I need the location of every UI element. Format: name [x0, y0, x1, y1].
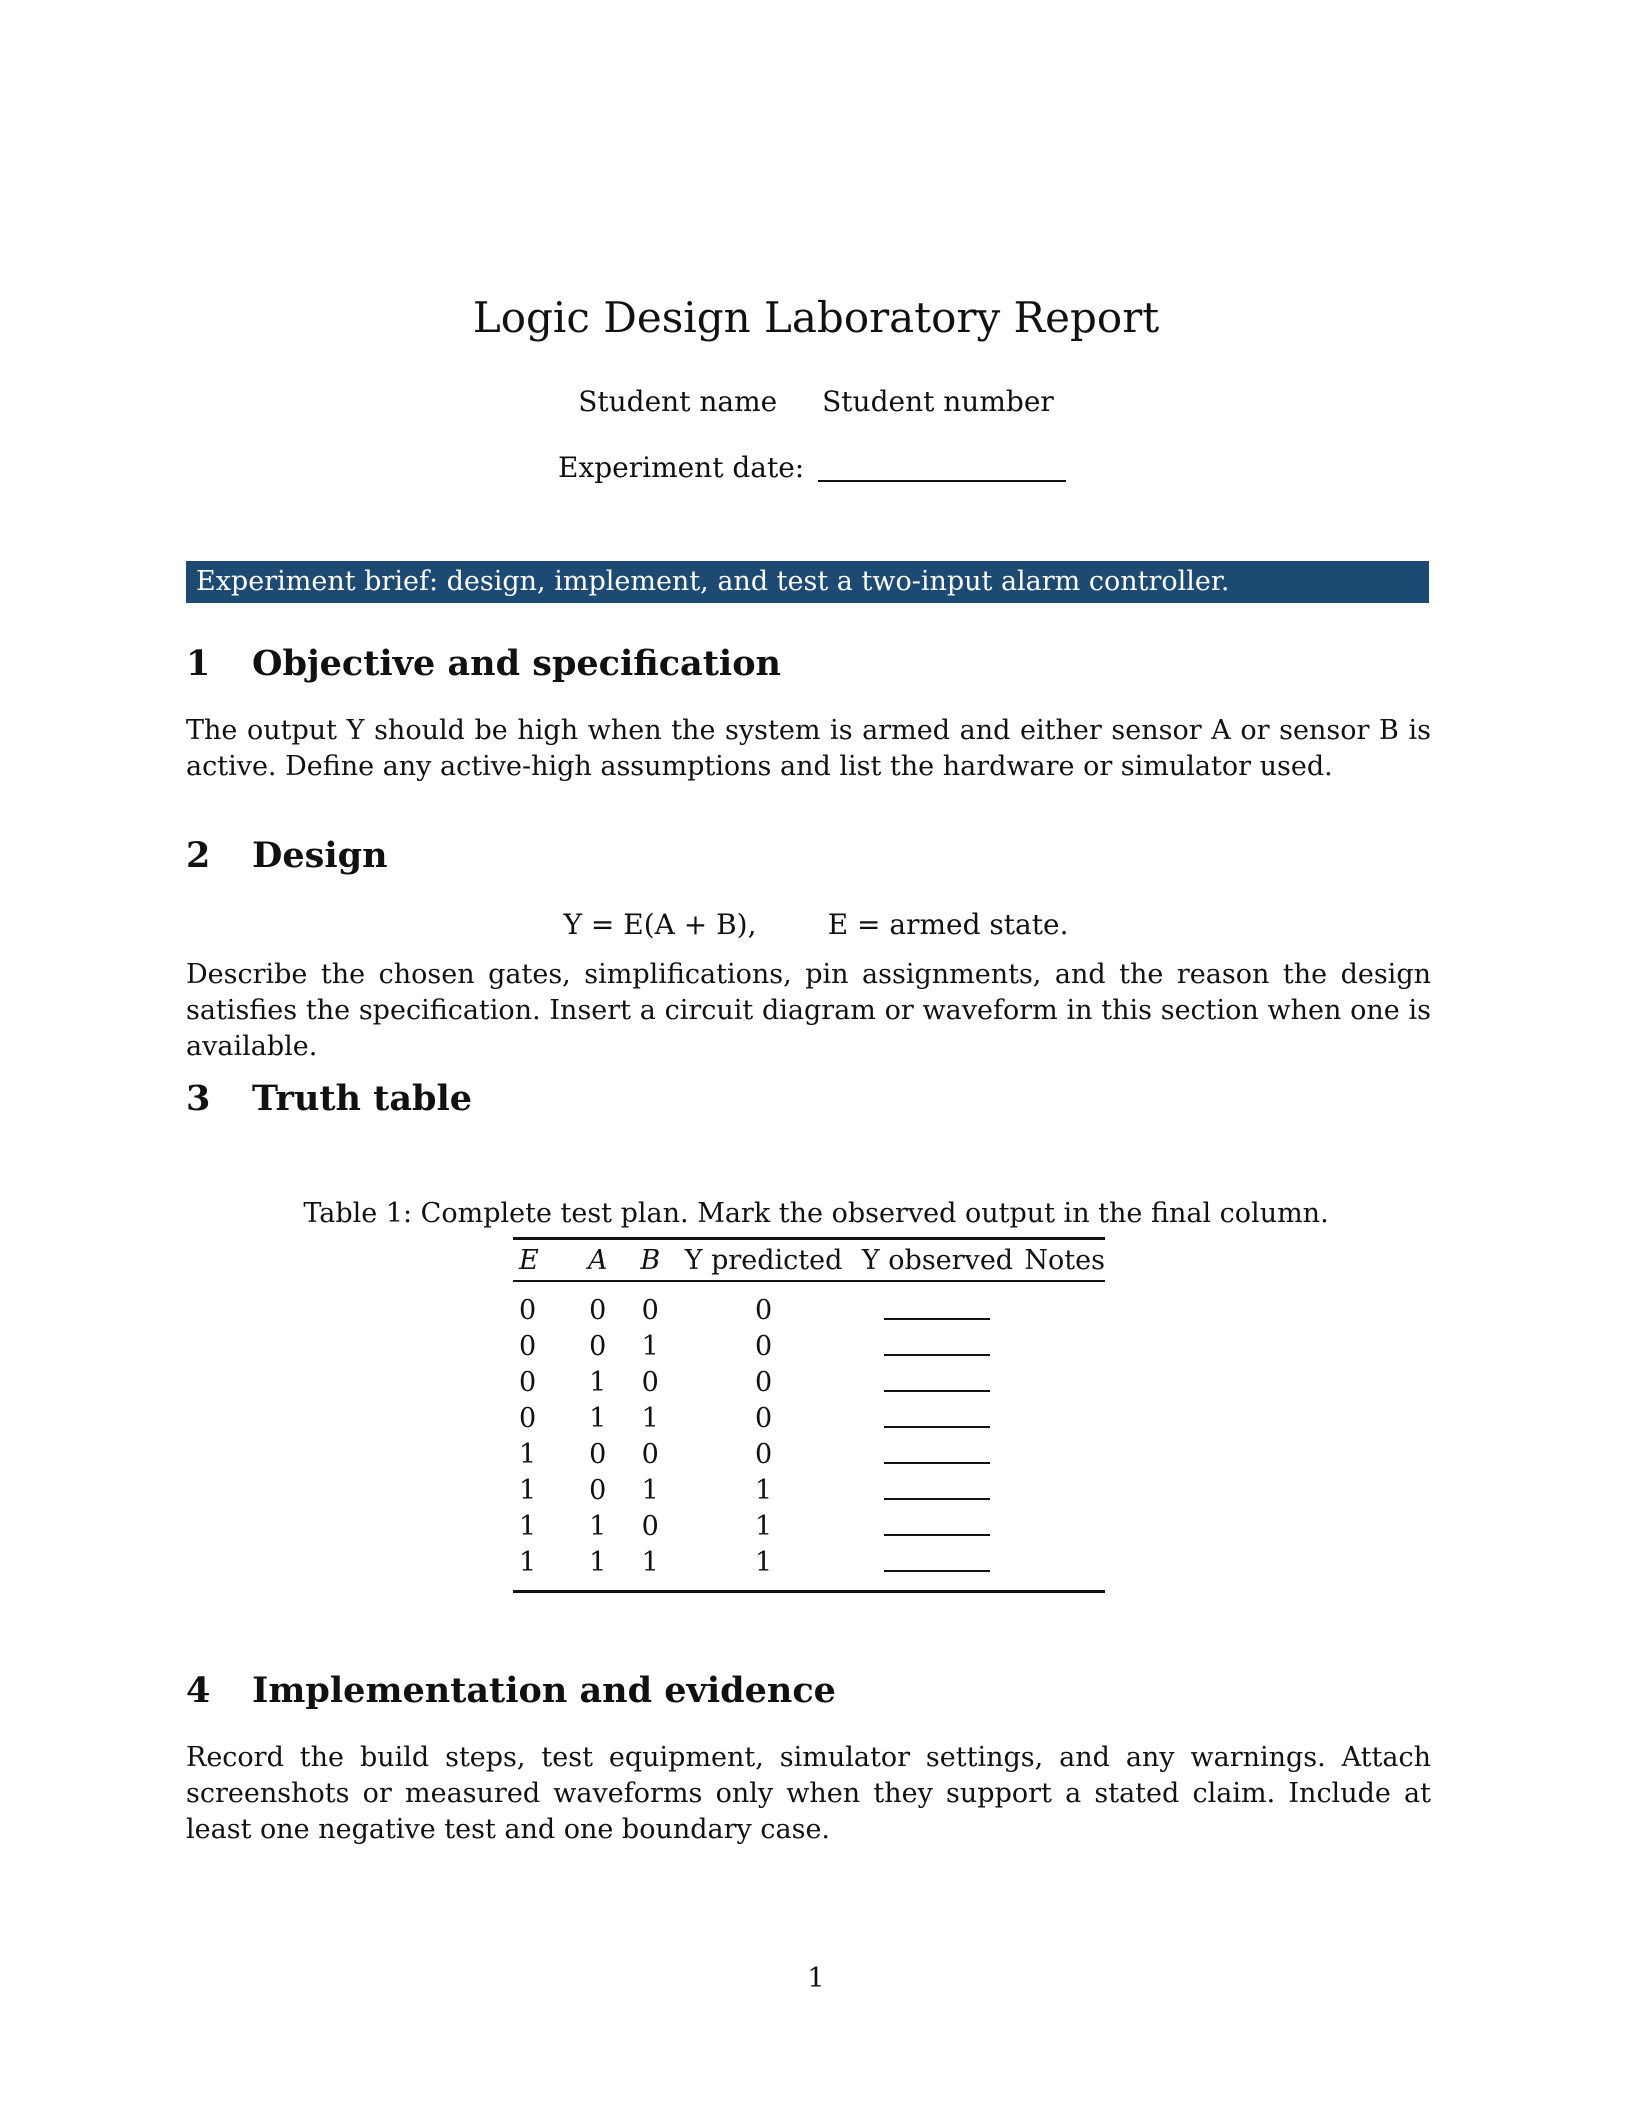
cell-e: 0	[519, 1366, 537, 1398]
section-title: Truth table	[252, 1078, 473, 1119]
observed-blank[interactable]	[884, 1554, 990, 1572]
cell-a: 0	[589, 1474, 607, 1506]
cell-notes	[1024, 1281, 1105, 1328]
section-title: Implementation and evidence	[252, 1670, 836, 1711]
section-title: Design	[252, 835, 388, 876]
cell-b: 0	[641, 1438, 659, 1470]
student-name-label: Student name	[578, 385, 778, 418]
cell-a: 1	[589, 1366, 607, 1398]
observed-blank[interactable]	[884, 1410, 990, 1428]
cell-e: 1	[519, 1438, 537, 1470]
cell-a: 0	[589, 1330, 607, 1362]
cell-b: 0	[641, 1510, 659, 1542]
observed-blank[interactable]	[884, 1518, 990, 1536]
table-row	[513, 1436, 1105, 1472]
cell-e: 1	[513, 1544, 572, 1592]
observed-blank[interactable]	[884, 1374, 990, 1392]
cell-y-observed	[851, 1400, 1025, 1436]
cell-a: 1	[589, 1510, 607, 1542]
cell-notes	[1024, 1544, 1105, 1592]
cell-e: 0	[519, 1330, 537, 1362]
section-heading-design	[186, 834, 388, 878]
section-number: 4	[186, 1670, 211, 1711]
observed-blank[interactable]	[884, 1446, 990, 1464]
cell-a: 0	[589, 1438, 607, 1470]
experiment-date-label: Experiment date:	[558, 451, 805, 484]
table-row	[513, 1508, 1105, 1544]
cell-y-observed	[851, 1281, 1025, 1328]
table-header-row	[513, 1239, 1105, 1282]
table-row	[513, 1544, 1105, 1592]
observed-blank[interactable]	[884, 1302, 990, 1320]
section-body-objective: The output Y should be high when the system is armed and either sensor A or sensor B is active. Define any active-high assumptions and list the hardware or simulator used.	[186, 715, 1431, 782]
cell-notes	[1024, 1364, 1105, 1400]
cell-b: 1	[641, 1330, 659, 1362]
cell-y-predicted: 0	[754, 1294, 773, 1326]
page-number: 1	[807, 1963, 825, 1994]
cell-b: 1	[624, 1544, 677, 1592]
section-heading-truth-table	[186, 1077, 472, 1121]
student-number-label: Student number	[822, 385, 1054, 418]
table-row	[513, 1328, 1105, 1364]
header-b: B	[624, 1239, 677, 1282]
cell-notes	[1024, 1436, 1105, 1472]
cell-e: 0	[519, 1402, 537, 1434]
header-y-predicted: Y predicted	[677, 1239, 851, 1282]
cell-e: 1	[519, 1510, 537, 1542]
cell-b: 0	[641, 1294, 659, 1326]
experiment-date-blank[interactable]	[818, 454, 1066, 482]
cell-notes	[1024, 1328, 1105, 1364]
cell-y-predicted: 0	[754, 1438, 773, 1470]
page-title: Logic Design Laboratory Report	[472, 293, 1160, 342]
cell-a: 1	[572, 1544, 625, 1592]
header-notes: Notes	[1024, 1239, 1105, 1282]
cell-notes	[1024, 1508, 1105, 1544]
cell-a: 0	[589, 1294, 607, 1326]
header-a: A	[572, 1239, 625, 1282]
design-equation	[0, 907, 1632, 943]
section-body-implementation: Record the build steps, test equipment, simulator settings, and any warnings. Attach screenshots or measured waveforms only when they support a stated claim. Include at least one negative test and one boundary case.	[186, 1742, 1431, 1845]
table-caption: Table 1: Complete test plan. Mark the observed output in the final column.	[303, 1198, 1329, 1229]
cell-notes	[1024, 1472, 1105, 1508]
cell-a: 1	[589, 1402, 607, 1434]
section-number: 3	[186, 1078, 211, 1119]
cell-notes	[1024, 1400, 1105, 1436]
header-y-observed: Y observed	[851, 1239, 1025, 1282]
experiment-brief-banner: Experiment brief: design, implement, and test a two-input alarm controller.	[186, 561, 1429, 603]
section-number: 1	[186, 643, 211, 684]
equation-text: Y = E(A + B), E = armed state.	[563, 908, 1069, 941]
section-heading-implementation	[186, 1669, 836, 1713]
observed-blank[interactable]	[884, 1482, 990, 1500]
experiment-date-row	[558, 450, 1066, 486]
truth-table	[513, 1237, 1105, 1593]
author-block	[0, 384, 1632, 420]
cell-y-observed	[851, 1328, 1025, 1364]
cell-b: 1	[641, 1402, 659, 1434]
cell-y-predicted: 0	[754, 1402, 773, 1434]
cell-y-observed	[851, 1472, 1025, 1508]
section-body-design: Describe the chosen gates, simplifications, pin assignments, and the reason the design satisfies the specification. Insert a circuit diagram or waveform in this section when one is available.	[186, 959, 1431, 1062]
cell-y-predicted: 0	[754, 1330, 773, 1362]
cell-b: 1	[641, 1474, 659, 1506]
cell-y-predicted: 1	[754, 1510, 773, 1542]
cell-y-observed	[851, 1544, 1025, 1592]
table-row	[513, 1400, 1105, 1436]
section-title: Objective and specification	[252, 643, 781, 684]
cell-y-predicted: 1	[677, 1544, 851, 1592]
section-number: 2	[186, 835, 211, 876]
cell-y-predicted: 0	[754, 1366, 773, 1398]
table-row	[513, 1364, 1105, 1400]
cell-y-observed	[851, 1436, 1025, 1472]
cell-e: 1	[519, 1474, 537, 1506]
cell-b: 0	[641, 1366, 659, 1398]
cell-y-observed	[851, 1508, 1025, 1544]
cell-y-observed	[851, 1364, 1025, 1400]
table-row	[513, 1472, 1105, 1508]
section-heading-objective	[186, 642, 781, 686]
header-e: E	[513, 1239, 572, 1282]
table-row	[513, 1281, 1105, 1328]
observed-blank[interactable]	[884, 1338, 990, 1356]
cell-y-predicted: 1	[754, 1474, 773, 1506]
cell-e: 0	[519, 1294, 537, 1326]
